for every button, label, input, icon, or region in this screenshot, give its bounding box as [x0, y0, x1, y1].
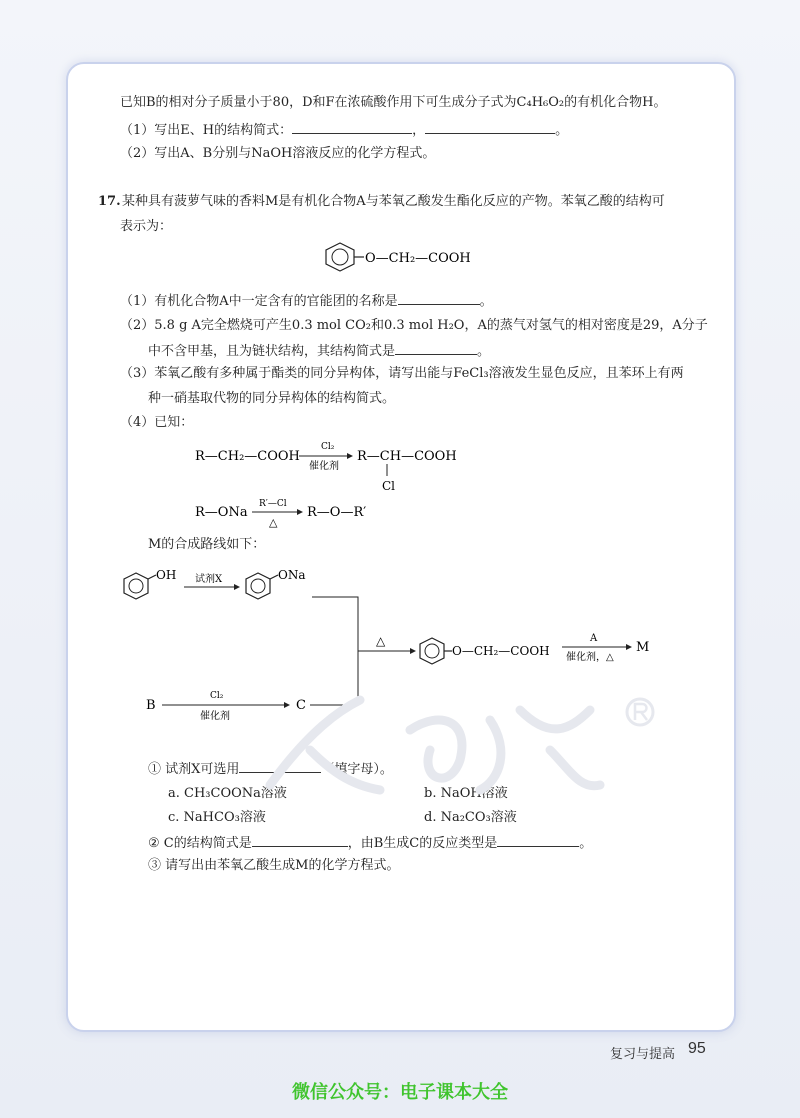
rxn1-cl: Cl — [382, 479, 396, 493]
answer-blank-e[interactable] — [292, 121, 412, 134]
option-b: b. NaOH溶液 — [424, 786, 508, 801]
synthesis-route — [110, 565, 670, 725]
answer-blank-functional-group[interactable] — [398, 292, 480, 305]
answer-blank-structure-a[interactable] — [395, 342, 477, 355]
q17-part3b: 种一硝基取代物的同分异构体的结构简式。 — [148, 391, 396, 406]
wechat-banner: 微信公众号：电子课本大全 — [292, 1082, 508, 1103]
route-title: M的合成路线如下： — [148, 537, 266, 552]
reaction-ether-formation — [195, 496, 395, 532]
rxn2-reactant: R—ONa — [195, 505, 248, 520]
aromatic-circle-icon — [332, 249, 348, 265]
reagent-x-label: 试剂X — [195, 574, 223, 585]
arrow-head-icon — [297, 509, 303, 515]
answer-blank-h[interactable] — [425, 121, 555, 134]
arrow-head-icon — [347, 453, 353, 459]
intro-line1: 已知B的相对分子质量小于80，D和F在浓硫酸作用下可生成分子式为C₄H₆O₂的有机化合物H。 — [120, 95, 667, 110]
q17-part2a: （2）5.8 g A完全燃烧可产生0.3 mol CO₂和0.3 mol H₂O，A的蒸气对氢气的相对密度是29，A分子 — [120, 318, 708, 333]
sub-question-1: ① 试剂X可选用 （填字母）。 — [148, 762, 393, 777]
rxn2-product: R—O—R′ — [307, 505, 367, 520]
arrow-head-icon — [234, 584, 240, 590]
footer-section-label: 复习与提高 — [610, 1047, 676, 1062]
arrow-head-icon — [410, 648, 416, 654]
heat-label: △ — [376, 634, 386, 648]
structure-label: O—CH₂—COOH — [365, 251, 471, 266]
bond-line — [148, 575, 156, 579]
phenoxide-ona: ONa — [278, 568, 306, 582]
rxn1-reagent: Cl₂ — [321, 442, 335, 452]
arrow-head-icon — [626, 644, 632, 650]
reaction-chlorination — [195, 436, 475, 496]
sub-question-2: ② C的结构简式是 ，由B生成C的反应类型是 。 — [148, 836, 593, 851]
answer-blank-structure-c[interactable] — [252, 834, 348, 847]
phenoxyacetic-acid-structure — [322, 240, 502, 274]
sub-question-3: ③ 请写出由苯氧乙酸生成M的化学方程式。 — [148, 858, 400, 873]
rxn1-condition: 催化剂 — [309, 461, 339, 472]
product-label: O—CH₂—COOH — [452, 644, 550, 658]
page-number: 95 — [688, 1040, 706, 1057]
option-a: a. CH₃COONa溶液 — [168, 786, 287, 801]
product-m: M — [636, 640, 650, 655]
benzene-ring-icon — [326, 243, 354, 271]
catalyst-label: 催化剂 — [200, 711, 230, 722]
compound-b: B — [146, 698, 156, 713]
option-c: c. NaHCO₃溶液 — [168, 810, 266, 825]
aromatic-circle-icon — [251, 579, 265, 593]
aromatic-circle-icon — [129, 579, 143, 593]
q17-part1: （1）有机化合物A中一定含有的官能团的名称是 。 — [120, 294, 493, 309]
q17-stem1: 某种具有菠萝气味的香料M是有机化合物A与苯氧乙酸发生酯化反应的产物。苯氧乙酸的结构可 — [122, 194, 665, 209]
cl2-label: Cl₂ — [210, 691, 224, 701]
benzene-ring-icon — [124, 573, 148, 599]
answer-blank-reaction-type[interactable] — [497, 834, 579, 847]
rxn1-reactant: R—CH₂—COOH — [195, 449, 300, 464]
condition-a-label: 催化剂，△ — [566, 652, 614, 663]
option-d: d. Na₂CO₃溶液 — [424, 810, 517, 825]
connector-line — [312, 597, 358, 705]
rxn2-condition: △ — [269, 516, 278, 529]
question-number: 17. — [98, 194, 121, 209]
q17-part4: （4）已知： — [120, 415, 194, 430]
answer-blank-reagent-x[interactable] — [239, 760, 321, 773]
intro-q1: （1）写出E、H的结构简式： ， 。 — [120, 123, 569, 138]
benzene-ring-icon — [420, 638, 444, 664]
rxn2-reagent: R′—Cl — [259, 499, 287, 509]
q17-part3a: （3）苯氧乙酸有多种属于酯类的同分异构体，请写出能与FeCl₃溶液发生显色反应，且苯环上有两 — [120, 366, 684, 381]
benzene-ring-icon — [246, 573, 270, 599]
aromatic-circle-icon — [425, 644, 439, 658]
arrow-head-icon — [284, 702, 290, 708]
bond-line — [270, 575, 278, 579]
intro-q2: （2）写出A、B分别与NaOH溶液反应的化学方程式。 — [120, 146, 436, 161]
rxn1-product: R—CH—COOH — [357, 449, 457, 464]
compound-c: C — [296, 698, 306, 713]
q17-stem2: 表示为： — [120, 219, 173, 234]
q17-part2b: 中不含甲基，且为链状结构，其结构简式是 。 — [148, 344, 491, 359]
reagent-a-label: A — [590, 633, 598, 644]
phenol-oh: OH — [156, 568, 177, 582]
